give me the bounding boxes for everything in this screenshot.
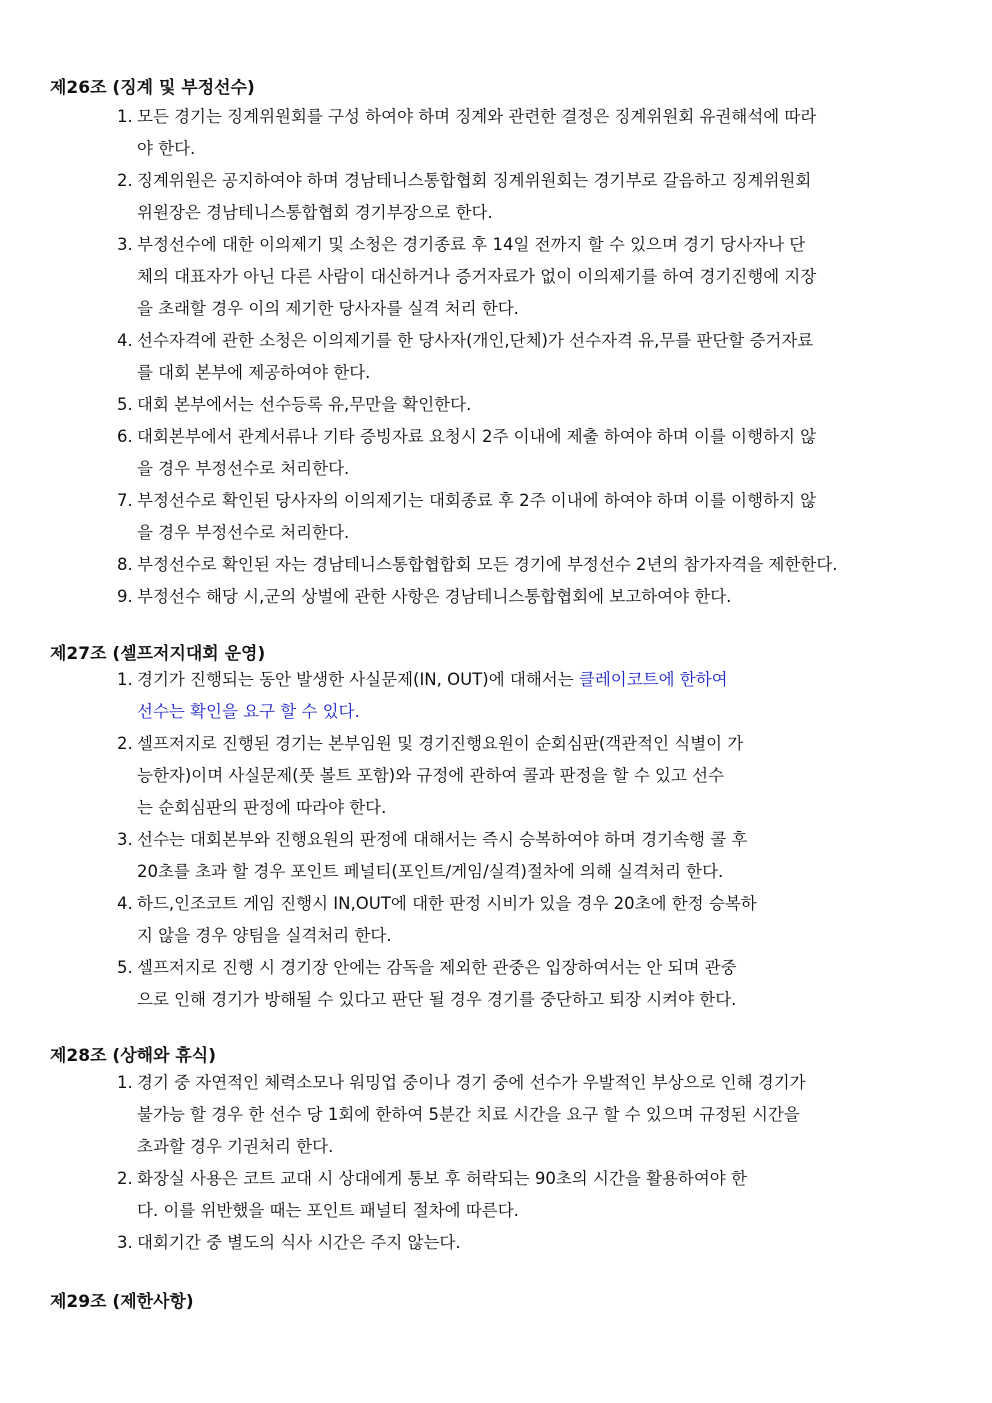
item-line: 야 한다.	[137, 139, 196, 158]
item-line: 하드,인조코트 게임 진행시 IN,OUT에 대한 판정 시비가 있을 경우 20초에 한정 승복하	[137, 894, 757, 913]
list-item: 1. 경기가 진행되는 동안 발생한 사실문제(IN, OUT)에 대해서는 클레이코트에 한하여 선수는 확인을 요구 할 수 있다.	[117, 670, 728, 721]
list-item: 4. 하드,인조코트 게임 진행시 IN,OUT에 대한 판정 시비가 있을 경우 20초에 한정 승복하 지 않을 경우 양팀을 실격처리 한다.	[117, 894, 757, 945]
item-line: 을 경우 부정선수로 처리한다.	[137, 523, 350, 542]
list-item: 2. 화장실 사용은 코트 교대 시 상대에게 통보 후 허락되는 90초의 시간을 활용하여야 한 다. 이를 위반했을 때는 포인트 패널티 절차에 따른다.	[117, 1169, 747, 1220]
item-line: 으로 인해 경기가 방해될 수 있다고 판단 될 경우 경기를 중단하고 퇴장 시켜야 한다.	[137, 990, 737, 1009]
list-item: 7. 부정선수로 확인된 당사자의 이의제기는 대회종료 후 2주 이내에 하여야 하며 이를 이행하지 않 을 경우 부정선수로 처리한다.	[117, 491, 817, 542]
item-line: 을 초래할 경우 이의 제기한 당사자를 실격 처리 한다.	[137, 299, 519, 318]
item-line: 부정선수 해당 시,군의 상벌에 관한 사항은 경남테니스통합협회에 보고하여야 한다.	[137, 587, 732, 606]
item-line: 셀프저지로 진행된 경기는 본부임원 및 경기진행요원이 순회심판(객관적인 식별이 가	[137, 734, 744, 753]
list-item: 1. 경기 중 자연적인 체력소모나 워밍업 중이나 경기 중에 선수가 우발적인 부상으로 인해 경기가 불가능 할 경우 한 선수 당 1회에 한하여 5분간 치료 시간을 요구 할 수 있으며 규정된 시간을 초과할 경우 기권처리 한다.	[117, 1073, 806, 1156]
list-item: 5. 대회 본부에서는 선수등록 유,무만을 확인한다.	[117, 395, 472, 414]
item-line: 초과할 경우 기권처리 한다.	[137, 1137, 334, 1156]
highlighted-text: 클레이코트에 한하여	[578, 670, 728, 689]
item-line: 위원장은 경남테니스통합협회 경기부장으로 한다.	[137, 203, 493, 222]
list-item: 5. 셀프저지로 진행 시 경기장 안에는 감독을 제외한 관중은 입장하여서는 안 되며 관중 으로 인해 경기가 방해될 수 있다고 판단 될 경우 경기를 중단하고 퇴장 시켜야 한다.	[117, 958, 737, 1009]
item-line: 를 대회 본부에 제공하여야 한다.	[137, 363, 371, 382]
list-item: 2. 셀프저지로 진행된 경기는 본부임원 및 경기진행요원이 순회심판(객관적인 식별이 가 능한자)이며 사실문제(풋 볼트 포함)와 규정에 관하여 콜과 판정을 할 수 있고 선수 는 순회심판의 판정에 따라야 한다.	[117, 734, 744, 817]
item-line: 경기 중 자연적인 체력소모나 워밍업 중이나 경기 중에 선수가 우발적인 부상으로 인해 경기가	[137, 1073, 806, 1092]
list-item: 4. 선수자격에 관한 소청은 이의제기를 한 당사자(개인,단체)가 선수자격 유,무를 판단할 증거자료 를 대회 본부에 제공하여야 한다.	[117, 331, 814, 382]
article-27	[50, 644, 950, 664]
list-item: 9. 부정선수 해당 시,군의 상벌에 관한 사항은 경남테니스통합협회에 보고하여야 한다.	[117, 587, 732, 606]
article-26	[50, 78, 950, 98]
item-line: 셀프저지로 진행 시 경기장 안에는 감독을 제외한 관중은 입장하여서는 안 되며 관중	[137, 958, 737, 977]
article-27-items	[0, 664, 944, 1016]
item-line: 부정선수로 확인된 자는 경남테니스통합협합회 모든 경기에 부정선수 2년의 참가자격을 제한한다.	[137, 555, 838, 574]
item-line: 20초를 초과 할 경우 포인트 페널티(포인트/게임/실격)절차에 의해 실격처리 한다.	[137, 862, 724, 881]
article-28	[50, 1046, 950, 1066]
item-line: 능한자)이며 사실문제(풋 볼트 포함)와 규정에 관하여 콜과 판정을 할 수 있고 선수	[137, 766, 725, 785]
list-item: 8. 부정선수로 확인된 자는 경남테니스통합협합회 모든 경기에 부정선수 2년의 참가자격을 제한한다.	[117, 555, 838, 574]
item-line: 대회 본부에서는 선수등록 유,무만을 확인한다.	[137, 395, 472, 414]
item-line: 화장실 사용은 코트 교대 시 상대에게 통보 후 허락되는 90초의 시간을 활용하여야 한	[137, 1169, 747, 1188]
item-line: 모든 경기는 징계위원회를 구성 하여야 하며 징계와 관련한 결정은 징계위원회 유권해석에 따라	[137, 107, 817, 126]
list-item: 6. 대회본부에서 관계서류나 기타 증빙자료 요청시 2주 이내에 제출 하여야 하며 이를 이행하지 않 을 경우 부정선수로 처리한다.	[117, 427, 817, 478]
item-line: 다. 이를 위반했을 때는 포인트 패널티 절차에 따른다.	[137, 1201, 519, 1220]
item-line: 지 않을 경우 양팀을 실격처리 한다.	[137, 926, 392, 945]
article-title: 제29조 (제한사항)	[50, 1292, 194, 1312]
item-line: 대회본부에서 관계서류나 기타 증빙자료 요청시 2주 이내에 제출 하여야 하며 이를 이행하지 않	[137, 427, 817, 446]
article-title: 제28조 (상해와 휴식)	[50, 1046, 216, 1066]
list-item: 3. 선수는 대회본부와 진행요원의 판정에 대해서는 즉시 승복하여야 하며 경기속행 콜 후 20초를 초과 할 경우 포인트 페널티(포인트/게임/실격)절차에 의해 실격처리 한다.	[117, 830, 748, 881]
article-26-items	[0, 101, 944, 613]
item-line: 징계위원은 공지하여야 하며 경남테니스통합협회 징계위원회는 경기부로 갈음하고 징계위원회	[137, 171, 812, 190]
item-line: 체의 대표자가 아닌 다른 사람이 대신하거나 증거자료가 없이 이의제기를 하여 경기진행에 지장	[137, 267, 817, 286]
item-line: 대회기간 중 별도의 식사 시간은 주지 않는다.	[137, 1233, 461, 1252]
item-line: 선수는 대회본부와 진행요원의 판정에 대해서는 즉시 승복하여야 하며 경기속행 콜 후	[137, 830, 748, 849]
list-item: 2. 징계위원은 공지하여야 하며 경남테니스통합협회 징계위원회는 경기부로 갈음하고 징계위원회 위원장은 경남테니스통합협회 경기부장으로 한다.	[117, 171, 812, 222]
article-28-items	[0, 1067, 944, 1259]
list-item: 3. 대회기간 중 별도의 식사 시간은 주지 않는다.	[117, 1233, 461, 1252]
article-title: 제27조 (셀프저지대회 운영)	[50, 644, 266, 664]
item-line: 을 경우 부정선수로 처리한다.	[137, 459, 350, 478]
item-line: 불가능 할 경우 한 선수 당 1회에 한하여 5분간 치료 시간을 요구 할 수 있으며 규정된 시간을	[137, 1105, 800, 1124]
highlighted-text: 선수는 확인을 요구 할 수 있다.	[137, 702, 360, 721]
list-item: 3. 부정선수에 대한 이의제기 및 소청은 경기종료 후 14일 전까지 할 수 있으며 경기 당사자나 단 체의 대표자가 아닌 다른 사람이 대신하거나 증거자료가 없이 이의제기를 하여 경기진행에 지장 을 초래할 경우 이의 제기한 당사자를 실격 처리 한다.	[117, 235, 817, 318]
article-title: 제26조 (징계 및 부정선수)	[50, 78, 255, 98]
item-line: 선수자격에 관한 소청은 이의제기를 한 당사자(개인,단체)가 선수자격 유,무를 판단할 증거자료	[137, 331, 814, 350]
list-item: 1. 모든 경기는 징계위원회를 구성 하여야 하며 징계와 관련한 결정은 징계위원회 유권해석에 따라 야 한다.	[117, 107, 817, 158]
item-line: 부정선수에 대한 이의제기 및 소청은 경기종료 후 14일 전까지 할 수 있으며 경기 당사자나 단	[137, 235, 806, 254]
item-line: 는 순회심판의 판정에 따라야 한다.	[137, 798, 387, 817]
item-line: 부정선수로 확인된 당사자의 이의제기는 대회종료 후 2주 이내에 하여야 하며 이를 이행하지 않	[137, 491, 817, 510]
item-line: 경기가 진행되는 동안 발생한 사실문제(IN, OUT)에 대해서는	[137, 670, 579, 689]
article-29	[50, 1292, 950, 1312]
